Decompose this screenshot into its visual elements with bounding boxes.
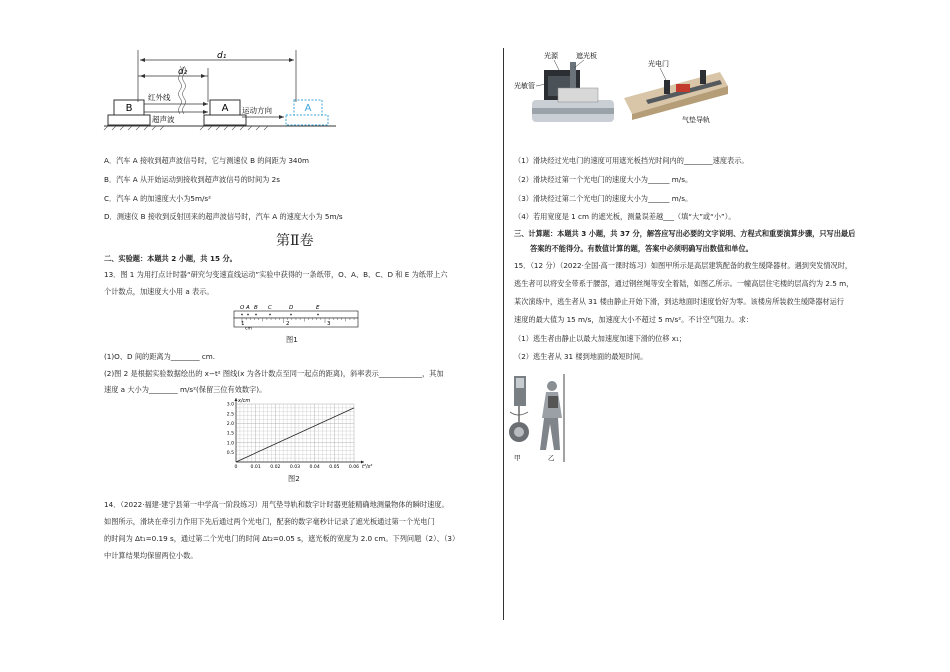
chart-x-tick-label: 0 — [234, 465, 238, 470]
chart-x-tick-label: 0.04 — [309, 465, 320, 470]
q15-line3: 某次演练中，逃生者从 31 楼由静止开始下滑，到达地面时速度恰好为零。该楼房所装救生缓降器材运行 — [514, 297, 844, 306]
label-d2: d₂ — [178, 67, 188, 77]
q12-option-c: C．汽车 A 的加速度大小为5m/s² — [104, 194, 212, 203]
chart-x-tick-label: 0.06 — [348, 465, 360, 470]
column-divider — [503, 48, 504, 620]
ruler-number-1: 1 — [241, 321, 245, 327]
q15-line2: 逃生者可以将安全带系于腰部，通过钢丝绳等安全着陆，如图乙所示。一幢高层住宅楼的层高约为 2.5 m， — [514, 279, 854, 288]
tape-point-e: E — [316, 305, 320, 311]
tape-point-a: A — [246, 305, 250, 311]
ruler-number-3: 3 — [327, 321, 331, 327]
section2-header: 二、实验题：本题共 2 小题，共 15 分。 — [104, 254, 237, 263]
label-b: B — [125, 103, 133, 114]
chart-x-tick-label: 0.02 — [270, 465, 281, 470]
label-photogate: 光电门 — [648, 60, 669, 68]
chart-x-tick-label: 0.05 — [329, 465, 340, 470]
chart-y-tick-label: 1.5 — [226, 431, 234, 437]
q12-option-b: B．汽车 A 从开始运动到接收到超声波信号的时间为 2s — [104, 175, 280, 184]
air-track-photo — [620, 58, 730, 128]
q12-option-a: A．汽车 A 接收到超声波信号时，它与测速仪 B 的间距为 340m — [104, 156, 310, 165]
q15-line4: 速度的最大值为 15 m/s，加速度大小不超过 5 m/s²。不计空气阻力。求： — [514, 315, 753, 324]
label-ultrasonic: 超声波 — [152, 115, 175, 124]
car-ultrasonic-figure — [100, 46, 340, 132]
q13-sub2-line2: 速度 a 大小为________ m/s²(保留三位有效数字)。 — [104, 385, 267, 394]
section3-line2: 答案的不能得分。有数值计算的题，答案中必须明确写出数值和单位。 — [530, 244, 753, 253]
label-air-track: 气垫导轨 — [682, 116, 710, 124]
label-photo-tube: 光敏管 — [514, 82, 535, 90]
chart-x-tick-label: 0.01 — [250, 465, 261, 470]
ruler-number-2: 2 — [286, 321, 290, 327]
fig-label-jia: 甲 — [514, 454, 521, 462]
tape-point-c: C — [268, 305, 272, 311]
label-shading-plate: 遮光板 — [576, 52, 597, 60]
q14-sub1: （1）滑块经过光电门的速度可用遮光板挡光时间内的________速度表示。 — [514, 156, 749, 165]
q14-line1: 14．（2022·福建·建宁县第一中学高一阶段练习）用气垫导轨和数字计时器更能精确地测量物体的瞬时速度。 — [104, 500, 449, 509]
chart-y-tick-label: 1.0 — [226, 441, 234, 447]
chart-grid — [236, 404, 354, 462]
tape-point-o: O — [240, 305, 245, 311]
chart-xlabel: t²/s² — [362, 464, 373, 470]
label-d1: d₁ — [217, 51, 227, 61]
q13-sub1: (1)O、D 间的距离为________ cm. — [104, 352, 216, 361]
q15-sub2: （2）逃生者从 31 楼到地面的最短时间。 — [514, 352, 648, 361]
chart-y-tick-label: 2.0 — [226, 421, 234, 427]
label-light-source: 光源 — [544, 52, 558, 60]
q13-sub2-line1: (2)图 2 是根据实验数据绘出的 x−t² 图线(x 为各计数点至同一起点的距离)，斜率表示____________，其加 — [104, 369, 444, 378]
q13-line1: 13．图 1 为用打点计时器“研究匀变速直线运动”实验中获得的一条纸带，O、A、B、C、D 和 E 为纸带上六 — [104, 270, 448, 279]
ruler-unit: cm — [245, 326, 252, 330]
volume-title: 第Ⅱ卷 — [276, 233, 314, 249]
tape-ruler-figure — [232, 302, 360, 330]
q12-option-d: D．测速仪 B 接收到反射回来的超声波信号时，汽车 A 的速度大小为 5m/s — [104, 212, 343, 221]
q14-sub3: （3）滑块经过第二个光电门的速度大小为______ m/s。 — [514, 194, 693, 203]
q14-line4: 中计算结果均保留两位小数。 — [104, 551, 198, 560]
descender-figure — [508, 372, 580, 464]
fig2-caption: 图2 — [288, 474, 300, 483]
tape-point-b: B — [254, 305, 258, 311]
label-a-dashed: A — [304, 103, 312, 114]
chart-y-tick-label: 3.0 — [226, 402, 234, 408]
q14-line3: 的时间为 Δt₁=0.19 s，通过第二个光电门的时间 Δt₂=0.05 s，遮光板的宽度为 2.0 cm。下列问题（2）、（3） — [104, 534, 460, 543]
q13-line2: 个计数点，加速度大小用 a 表示。 — [104, 287, 214, 296]
q15-sub1: （1）逃生者由静止以最大加速度加速下滑的位移 x₁； — [514, 334, 687, 343]
x-t2-chart — [214, 396, 374, 470]
q14-sub4: （4）若用宽度是 1 cm 的遮光板，测量误差越___（填“大”或“小”）。 — [514, 212, 736, 221]
chart-y-tick-label: 2.5 — [226, 412, 234, 418]
section3-line1: 三、计算题：本题共 3 小题，共 37 分，解答应写出必要的文字说明、方程式和重要演算步骤，只写出最后 — [514, 229, 856, 238]
chart-y-tick-label: 0.5 — [226, 450, 234, 456]
fig1-caption: 图1 — [286, 335, 298, 344]
label-direction: 运动方向 — [242, 106, 272, 115]
tape-point-d: D — [289, 305, 294, 311]
q14-line2: 如图所示，滑块在牵引力作用下先后通过两个光电门，配套的数字毫秒计记录了遮光板通过第一个光电门 — [104, 517, 435, 526]
fig-label-yi: 乙 — [548, 454, 555, 462]
chart-x-tick-label: 0.03 — [289, 465, 301, 470]
chart-ylabel: x/cm — [238, 398, 251, 404]
q15-line1: 15．（12 分）（2022·全国·高一课时练习）如图甲所示是高层建筑配备的救生缓降器材。遇到突发情况时， — [514, 261, 853, 270]
q14-sub2: （2）滑块经过第一个光电门的速度大小为______ m/s。 — [514, 175, 693, 184]
photogate-photo — [514, 48, 614, 124]
label-infrared: 红外线 — [148, 93, 171, 102]
label-a: A — [221, 103, 229, 114]
